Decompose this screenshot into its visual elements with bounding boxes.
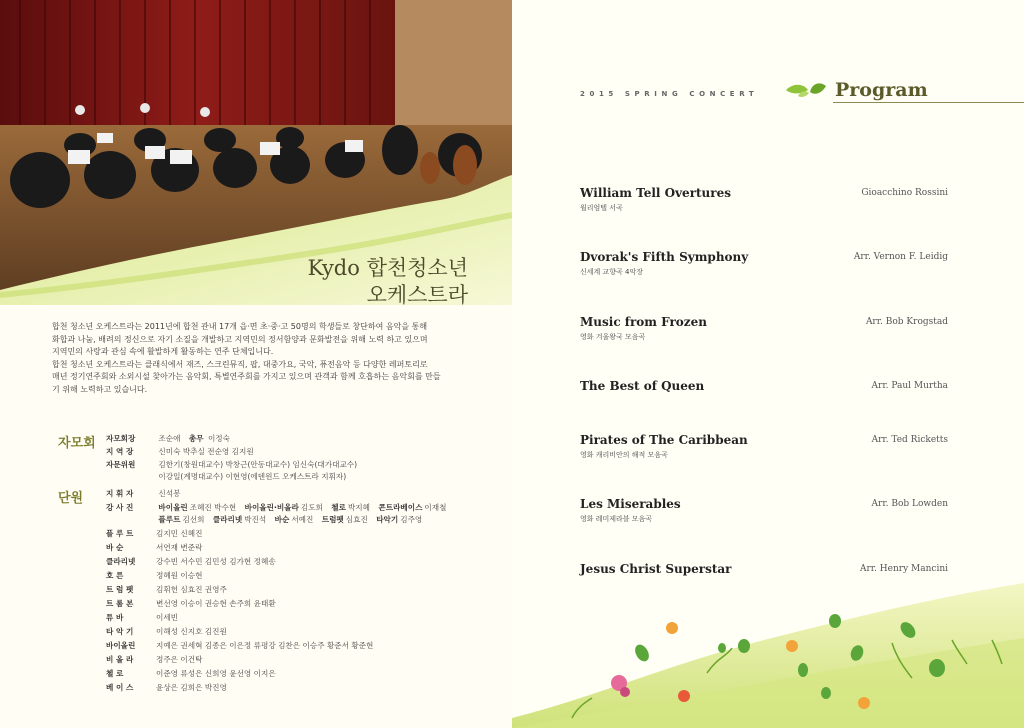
staff-role: 베 이 스: [106, 683, 134, 692]
staff-subrole: 바이올린·비올라: [244, 503, 299, 512]
program-divider: [833, 102, 1024, 103]
staff-names: 지예은 권세혁 김종은 이은정 류평강 김찬은 이승주 황준서 황준현: [156, 641, 374, 650]
staff-role: 클라리넷: [106, 557, 136, 566]
staff-row: [106, 654, 202, 665]
staff-role: 바 순: [106, 543, 124, 552]
piece-title: Music from Frozen: [580, 315, 707, 329]
staff-role: 자문위원: [106, 460, 136, 469]
staff-names: 서예진: [291, 515, 314, 524]
intro-paragraph: [52, 321, 472, 396]
staff-subrole: 총무: [188, 434, 204, 443]
meadow-illustration: [512, 568, 1024, 728]
piece-korean-title: 영화 겨울왕국 모음곡: [580, 333, 646, 341]
staff-names: 김휘헌 심효진 권영주: [156, 585, 227, 594]
piece-composer: Arr. Paul Murtha: [871, 381, 948, 391]
staff-row: [106, 528, 202, 539]
program-item: [580, 497, 948, 524]
concert-label: 2015 SPRING CONCERT: [580, 90, 759, 98]
staff-subrole: 바이올린: [158, 503, 188, 512]
staff-role: 트 럼 펫: [106, 585, 134, 594]
staff-names: 강수빈 서수민 김민성 김가현 정혜송: [156, 557, 276, 566]
staff-role: 트 롬 본: [106, 599, 134, 608]
staff-names: 신석봉: [158, 489, 181, 498]
program-title: Program: [835, 79, 928, 101]
program-item: [580, 433, 948, 460]
staff-names: 박진석: [244, 515, 267, 524]
staff-row: [106, 612, 178, 623]
piece-composer: Gioacchino Rossini: [861, 188, 948, 198]
staff-names: 이정숙: [207, 434, 230, 443]
staff-row: [106, 471, 346, 482]
intro-line: 합천 청소년 오케스트라는 2011년에 합천 관내 17개 읍·면 초·중·고 50명의 학생들로 창단하여 음악을 통해: [52, 322, 428, 331]
staff-names: 정주은 이건탁: [156, 655, 203, 664]
staff-role: 첼 로: [106, 669, 124, 678]
piece-title: Dvorak's Fifth Symphony: [580, 250, 749, 264]
staff-role: 강 사 진: [106, 503, 134, 512]
staff-names: 김주영: [400, 515, 423, 524]
program-item: [580, 186, 948, 213]
staff-names: 신미숙 박추실 전순영 김지원: [158, 447, 254, 456]
staff-row: [106, 502, 446, 513]
staff-names: 조혜진 박수현: [189, 503, 237, 512]
staff-row: [106, 446, 254, 457]
staff-names: 이재철: [424, 503, 447, 512]
staff-row: [106, 668, 276, 679]
title-line-1: Kydo 합천청소년: [307, 256, 468, 280]
staff-role: 지 역 장: [106, 447, 134, 456]
intro-line: 합천 청소년 오케스트라는 클래식에서 재즈, 스크린뮤직, 팝, 대중가요, 국악, 퓨전음악 등 다양한 레퍼토리로: [52, 359, 428, 369]
staff-row: [106, 556, 276, 567]
staff-row: [106, 640, 373, 651]
piece-korean-title: 윌리엄텔 서곡: [580, 204, 623, 212]
staff-row: [106, 682, 227, 693]
intro-line: 지역민의 사랑과 관심 속에 활발하게 활동하는 연주 단체입니다.: [52, 347, 274, 356]
staff-names: 심효진: [345, 515, 368, 524]
staff-names: 이준영 류성은 신희영 윤선영 이지은: [156, 669, 276, 678]
staff-names: 김한기(창원대교수) 박창근(안동대교수) 임신숙(대가대교수): [158, 460, 358, 469]
staff-row: [106, 542, 202, 553]
members-heading: 단원: [58, 491, 84, 506]
piece-title: Jesus Christ Superstar: [580, 562, 732, 576]
right-page: [512, 0, 1024, 728]
staff-subrole: 트럼펫: [321, 515, 344, 524]
staff-names: 윤상은 김희은 박진영: [156, 683, 227, 692]
staff-names: 변선영 이승이 권승현 손주희 윤태환: [156, 599, 276, 608]
intro-line: 매년 정기연주회와 소외시설 찾아가는 음악회, 특별연주회를 가지고 있으며 관객과 함께 호흡하는 음악회를 만들: [52, 372, 441, 381]
staff-row: [106, 514, 422, 525]
piece-korean-title: 영화 레미제라블 모음곡: [580, 515, 653, 523]
piece-composer: Arr. Bob Krogstad: [865, 317, 948, 327]
staff-subrole: 바순: [274, 515, 290, 524]
staff-subrole: 타악기: [376, 515, 399, 524]
piece-korean-title: 영화 캐리비안의 해적 모음곡: [580, 451, 668, 459]
piece-composer: Arr. Ted Ricketts: [871, 435, 948, 445]
staff-row: [106, 570, 202, 581]
staff-names: 김지민 신혜진: [156, 529, 203, 538]
staff-role: 플 루 트: [106, 529, 134, 538]
staff-subrole: 콘트라베이스: [378, 503, 423, 512]
staff-role: 튜 바: [106, 613, 124, 622]
title-line-2: 오케스트라: [366, 283, 468, 307]
staff-names: 이강일(계명대교수) 이현영(에덴윈드 오케스트라 지휘자): [158, 472, 347, 481]
leaf-icon: [784, 80, 828, 100]
staff-names: 이해성 신지호 김진원: [156, 627, 227, 636]
piece-title: Les Miserables: [580, 497, 681, 511]
staff-names: 이세빈: [156, 613, 179, 622]
piece-composer: Arr. Henry Mancini: [859, 564, 948, 574]
staff-role: 자모회장: [106, 434, 136, 443]
piece-title: William Tell Overtures: [580, 186, 731, 200]
staff-row: [106, 459, 357, 470]
staff-row: [106, 433, 230, 444]
staff-row: [106, 584, 227, 595]
staff-subrole: 플루트: [158, 515, 181, 524]
program-item: [580, 250, 948, 277]
staff-row: [106, 488, 180, 499]
program-item: [580, 315, 948, 342]
piece-title: Pirates of The Caribbean: [580, 433, 748, 447]
staff-role: 타 악 기: [106, 627, 134, 636]
program-item: [580, 379, 948, 393]
staff-row: [106, 626, 227, 637]
staff-subrole: 첼로: [331, 503, 346, 512]
piece-title: The Best of Queen: [580, 379, 705, 393]
staff-names: 서연재 변준락: [156, 543, 203, 552]
staff-names: 박지혜: [347, 503, 370, 512]
staff-names: 김도희: [300, 503, 323, 512]
staff-role: 비 올 라: [106, 655, 134, 664]
orchestra-title: [308, 255, 468, 309]
staff-names: 김선희: [182, 515, 205, 524]
intro-line: 기 위해 노력하고 있습니다.: [52, 384, 148, 394]
intro-line: 화합과 나눔, 배려의 정신으로 자기 소질을 개발하고 지역민의 정서함양과 문화발전을 위해 노력 하고 있으며: [52, 334, 428, 344]
staff-row: [106, 598, 276, 609]
staff-subrole: 클라리넷: [212, 515, 243, 524]
piece-composer: Arr. Vernon F. Leidig: [853, 252, 948, 262]
piece-composer: Arr. Bob Lowden: [871, 499, 948, 509]
staff-role: 호 른: [106, 571, 124, 580]
piece-korean-title: 신세계 교향곡 4악장: [580, 268, 643, 276]
staff-names: 조순애: [158, 434, 181, 443]
staff-role: 바이올린: [106, 641, 136, 650]
staff-role: 지 휘 자: [106, 489, 134, 498]
parents-heading: 자모회: [58, 436, 96, 451]
staff-names: 정혜원 이승현: [156, 571, 203, 580]
